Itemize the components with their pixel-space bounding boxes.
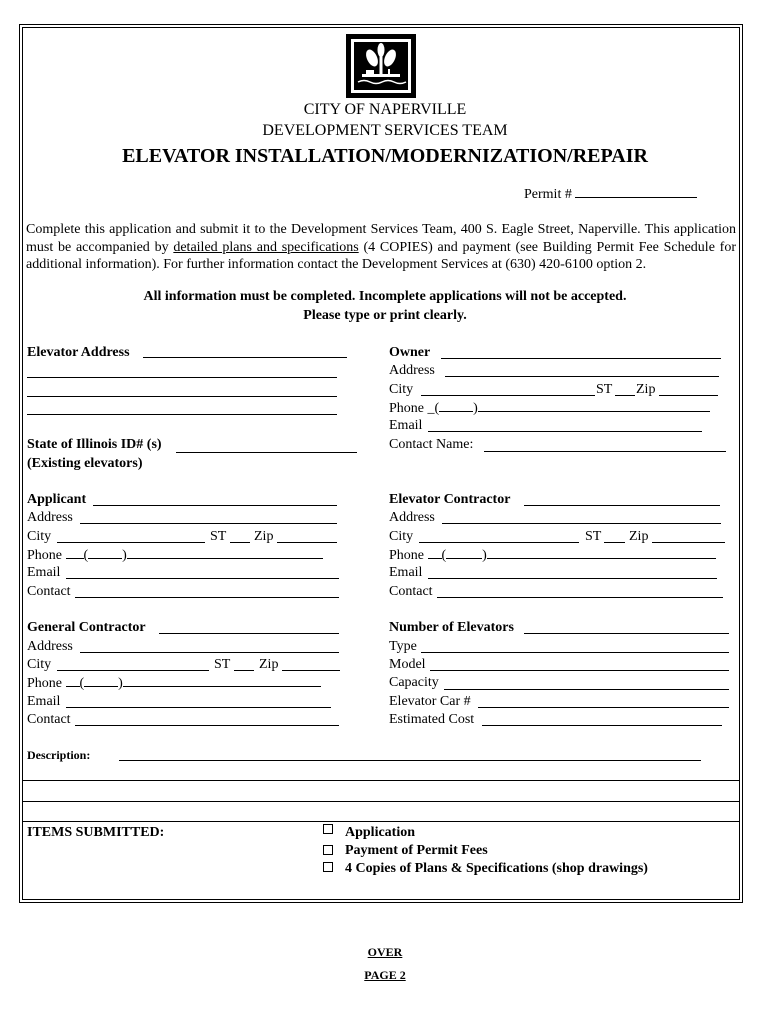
owner-st-field[interactable] bbox=[615, 395, 635, 396]
applicant-city-field[interactable] bbox=[57, 542, 205, 543]
ec-contact-label: Contact bbox=[389, 584, 433, 599]
ec-phone-label: Phone ( ) bbox=[389, 546, 716, 564]
owner-email-label: Email bbox=[389, 418, 423, 433]
section-divider bbox=[22, 821, 740, 822]
general-contractor-field[interactable] bbox=[159, 633, 339, 634]
owner-email-field[interactable] bbox=[428, 431, 702, 432]
owner-city-label: City bbox=[389, 382, 414, 397]
gc-st-label: ST bbox=[214, 657, 231, 672]
permit-number-field[interactable] bbox=[575, 185, 697, 198]
estimated-cost-label: Estimated Cost bbox=[389, 712, 475, 727]
elevator-address-line-4[interactable] bbox=[27, 414, 337, 415]
city-name: CITY OF NAPERVILLE bbox=[303, 101, 467, 118]
elevator-car-field[interactable] bbox=[478, 707, 729, 708]
gc-city-label: City bbox=[27, 657, 52, 672]
elevator-car-label: Elevator Car # bbox=[389, 694, 471, 709]
notice-line-2: Please type or print clearly. bbox=[303, 308, 467, 323]
applicant-email-field[interactable] bbox=[66, 578, 339, 579]
team-name: DEVELOPMENT SERVICES TEAM bbox=[262, 122, 508, 139]
description-line-3[interactable] bbox=[22, 801, 740, 802]
gc-phone-field[interactable] bbox=[123, 674, 321, 687]
description-label: Description: bbox=[27, 748, 91, 762]
applicant-address-field[interactable] bbox=[80, 523, 337, 524]
model-label: Model bbox=[389, 657, 426, 672]
gc-city-field[interactable] bbox=[57, 670, 209, 671]
ec-zip-field[interactable] bbox=[652, 542, 725, 543]
owner-phone-label: Phone _( ) bbox=[389, 399, 710, 417]
ec-city-label: City bbox=[389, 529, 414, 544]
owner-st-label: ST bbox=[596, 382, 613, 397]
payment-checkbox[interactable] bbox=[323, 845, 333, 855]
owner-zip-label: Zip bbox=[636, 382, 656, 397]
owner-contact-field[interactable] bbox=[484, 451, 726, 452]
owner-address-label: Address bbox=[389, 363, 435, 378]
state-id-sublabel: (Existing elevators) bbox=[27, 456, 143, 471]
gc-email-field[interactable] bbox=[66, 707, 331, 708]
state-id-label: State of Illinois ID# (s) bbox=[27, 437, 162, 452]
page-title: ELEVATOR INSTALLATION/MODERNIZATION/REPAIR bbox=[122, 145, 648, 167]
type-label: Type bbox=[389, 639, 417, 654]
elevator-address-line-3[interactable] bbox=[27, 396, 337, 397]
elevator-contractor-label: Elevator Contractor bbox=[389, 492, 511, 507]
gc-email-label: Email bbox=[27, 694, 61, 709]
elevator-address-field[interactable] bbox=[143, 357, 347, 358]
applicant-contact-label: Contact bbox=[27, 584, 71, 599]
permit-number: Permit # bbox=[524, 185, 697, 203]
city-logo bbox=[346, 34, 416, 98]
items-submitted-label: ITEMS SUBMITTED: bbox=[27, 825, 165, 840]
description-field[interactable] bbox=[119, 760, 701, 761]
applicant-st-field[interactable] bbox=[230, 542, 250, 543]
state-id-field[interactable] bbox=[176, 452, 357, 453]
elevator-address-line-2[interactable] bbox=[27, 377, 337, 378]
ec-zip-label: Zip bbox=[629, 529, 649, 544]
gc-zip-field[interactable] bbox=[282, 670, 340, 671]
elevator-address-label: Elevator Address bbox=[27, 345, 130, 360]
applicant-zip-label: Zip bbox=[254, 529, 274, 544]
application-item: Application bbox=[345, 825, 416, 840]
ec-address-field[interactable] bbox=[442, 523, 721, 524]
application-checkbox[interactable] bbox=[323, 824, 333, 834]
owner-contact-label: Contact Name: bbox=[389, 437, 474, 452]
gc-address-label: Address bbox=[27, 639, 73, 654]
applicant-phone-field[interactable] bbox=[127, 546, 323, 559]
plans-item: 4 Copies of Plans & Specifications (shop drawings) bbox=[345, 861, 648, 876]
page-number: PAGE 2 bbox=[364, 968, 406, 982]
plans-checkbox[interactable] bbox=[323, 862, 333, 872]
gc-phone-label: Phone ( ) bbox=[27, 674, 321, 692]
applicant-email-label: Email bbox=[27, 565, 61, 580]
gc-zip-label: Zip bbox=[259, 657, 279, 672]
applicant-field[interactable] bbox=[93, 505, 337, 506]
elevator-contractor-field[interactable] bbox=[524, 505, 720, 506]
applicant-zip-field[interactable] bbox=[277, 542, 337, 543]
ec-email-label: Email bbox=[389, 565, 423, 580]
payment-item: Payment of Permit Fees bbox=[345, 843, 488, 858]
ec-city-field[interactable] bbox=[419, 542, 579, 543]
ec-phone-field[interactable] bbox=[487, 546, 716, 559]
description-line-2[interactable] bbox=[22, 780, 740, 781]
ec-st-label: ST bbox=[585, 529, 602, 544]
gc-st-field[interactable] bbox=[234, 670, 254, 671]
gc-address-field[interactable] bbox=[80, 652, 339, 653]
ec-email-field[interactable] bbox=[428, 578, 717, 579]
owner-zip-field[interactable] bbox=[659, 395, 718, 396]
gc-contact-field[interactable] bbox=[75, 725, 339, 726]
general-contractor-label: General Contractor bbox=[27, 620, 146, 635]
owner-address-field[interactable] bbox=[445, 376, 719, 377]
estimated-cost-field[interactable] bbox=[482, 725, 722, 726]
owner-phone-field[interactable] bbox=[478, 399, 710, 412]
notice-line-1: All information must be completed. Incomplete applications will not be accepted. bbox=[143, 289, 627, 304]
number-of-elevators-label: Number of Elevators bbox=[389, 620, 514, 635]
applicant-contact-field[interactable] bbox=[75, 597, 339, 598]
applicant-city-label: City bbox=[27, 529, 52, 544]
ec-address-label: Address bbox=[389, 510, 435, 525]
model-field[interactable] bbox=[430, 670, 729, 671]
capacity-label: Capacity bbox=[389, 675, 439, 690]
type-field[interactable] bbox=[421, 652, 729, 653]
ec-contact-field[interactable] bbox=[437, 597, 723, 598]
applicant-phone-label: Phone ( ) bbox=[27, 546, 323, 564]
capacity-field[interactable] bbox=[444, 689, 729, 690]
number-of-elevators-field[interactable] bbox=[524, 633, 729, 634]
applicant-st-label: ST bbox=[210, 529, 227, 544]
owner-city-field[interactable] bbox=[421, 395, 595, 396]
owner-field[interactable] bbox=[441, 358, 721, 359]
ec-st-field[interactable] bbox=[604, 542, 625, 543]
owner-label: Owner bbox=[389, 345, 431, 360]
applicant-label: Applicant bbox=[27, 492, 87, 507]
intro-paragraph: Complete this application and submit it to the Development Services Team, 400 S. Eagle Street, Naperville. This application must be accompanied by detailed plans and specifications (4 COPIES) and payment (see Building Permit Fee Schedule for additional information). For further information contact the Development Services at (630) 420-6100 option 2. bbox=[26, 222, 736, 272]
applicant-address-label: Address bbox=[27, 510, 73, 525]
over-label: OVER bbox=[367, 945, 403, 959]
plans-link-text: detailed plans and specifications bbox=[173, 239, 359, 255]
gc-contact-label: Contact bbox=[27, 712, 71, 727]
